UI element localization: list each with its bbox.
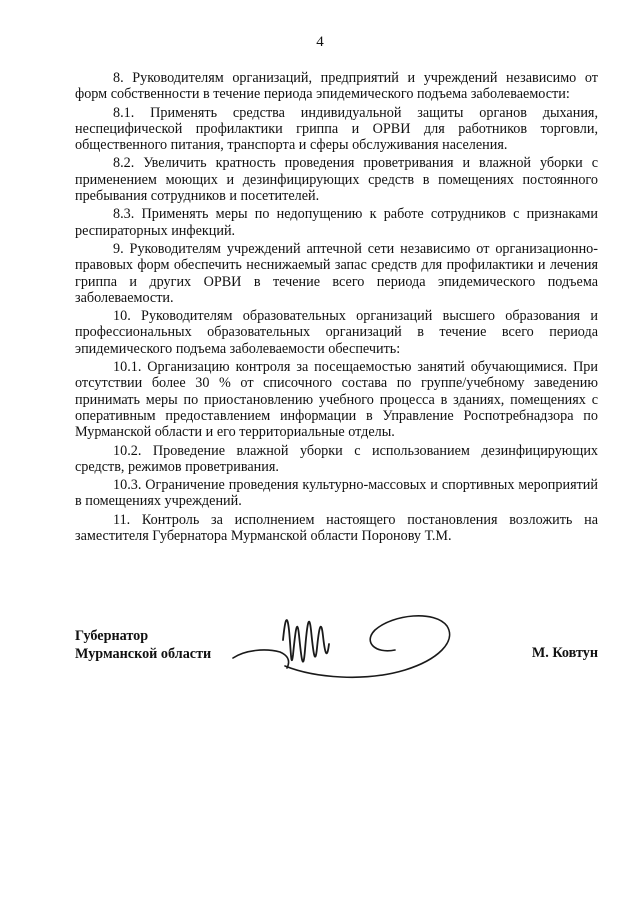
signatory-name: М. Ковтун — [531, 645, 598, 661]
paragraph-10-3: 10.3. Ограничение проведения культурно-массовых и спортивных мероприятий в помещениях учреждений. — [75, 477, 598, 510]
paragraph-10-1: 10.1. Организацию контроля за посещаемостью занятий обучающимися. При отсутствии более 30 % от списочного состава по группе/учебному заведению принимать меры по приостановлению учебного процесса в зданиях, помещениях с оперативным предоставлением информации в Управление Роспотребнадзора по Мурманской области и его территориальные отделы. — [75, 359, 598, 441]
paragraph-8-2: 8.2. Увеличить кратность проведения проветривания и влажной уборки с применением моющих и дезинфицирующих средств в помещениях постоянного пребывания сотрудников и посетителей. — [75, 155, 598, 205]
handwritten-signature — [225, 600, 465, 690]
paragraph-10: 10. Руководителям образовательных организаций высшего образования и профессиональных образовательных организаций в течение всего периода эпидемического подъема заболеваемости обеспечить: — [75, 308, 598, 357]
paragraph-10-2: 10.2. Проведение влажной уборки с использованием дезинфицирующих средств, режимов проветривания. — [75, 442, 598, 475]
paragraph-11: 11. Контроль за исполнением настоящего постановления возложить на заместителя Губернатора Мурманской области Поронову Т.М. — [75, 511, 598, 545]
paragraph-8: 8. Руководителям организаций, предприятий и учреждений независимо от форм собственности в течение периода эпидемического подъема заболеваемости: — [75, 70, 598, 103]
document-body — [75, 70, 598, 546]
signatory-position — [75, 627, 211, 663]
signatory-position-line-2: Мурманской области — [75, 646, 212, 662]
paragraph-8-1: 8.1. Применять средства индивидуальной защиты органов дыхания, неспецифической профилактики гриппа и ОРВИ для работников торговли, общественного питания, транспорта и сферы обслуживания населения. — [75, 104, 598, 154]
paragraph-9: 9. Руководителям учреждений аптечной сети независимо от организационно-правовых форм обеспечить неснижаемый запас средств для профилактики и лечения гриппа и других ОРВИ в течение всего периода эпидемического подъема заболеваемости. — [75, 240, 598, 306]
paragraph-8-3: 8.3. Применять меры по недопущению к работе сотрудников с признаками респираторных инфекций. — [75, 206, 598, 239]
page-number: 4 — [316, 34, 324, 50]
signatory-position-line-1: Губернатор — [75, 628, 149, 644]
signature-block — [75, 600, 598, 690]
